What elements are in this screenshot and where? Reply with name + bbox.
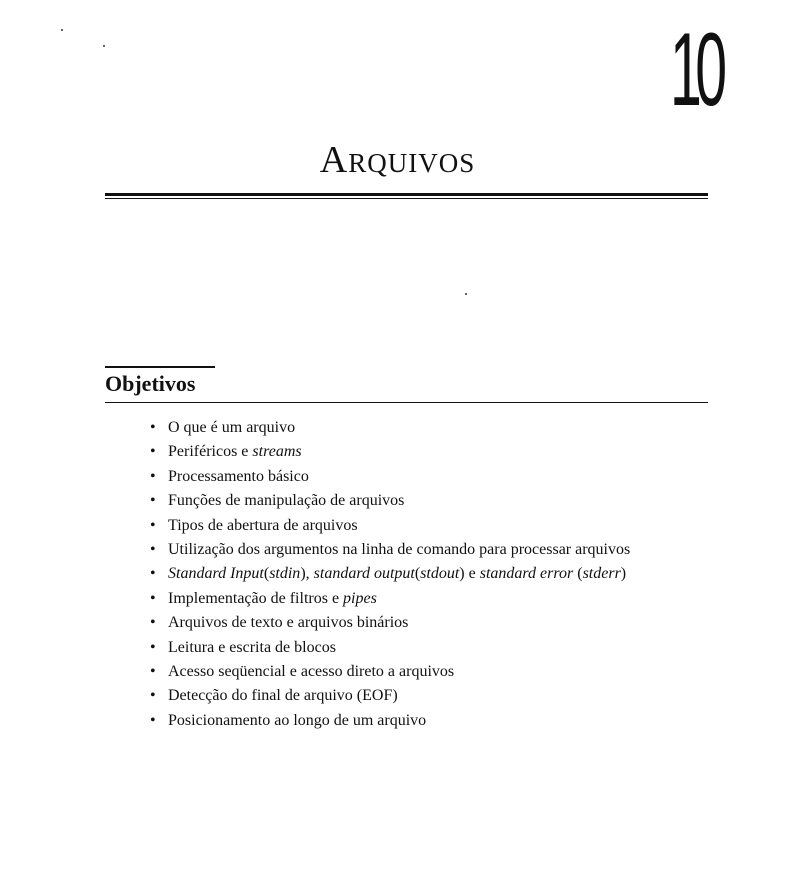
objective-text: streams xyxy=(252,443,302,461)
title-rule-thin xyxy=(105,198,708,199)
objective-item xyxy=(150,440,630,464)
bullet-icon: • xyxy=(150,662,156,680)
objective-text: Arquivos de texto e arquivos binários xyxy=(168,614,409,632)
objective-text: Acesso seqüencial e acesso direto a arquivos xyxy=(168,662,455,680)
objective-item xyxy=(150,684,630,708)
section-rule xyxy=(105,402,708,403)
objective-text: standard output xyxy=(313,565,415,583)
objective-text: stdout xyxy=(420,565,460,583)
objective-text: Standard Input xyxy=(168,565,264,583)
objective-text: Funções de manipulação de arquivos xyxy=(168,492,405,510)
title-rule xyxy=(105,193,708,196)
objective-text: ) xyxy=(620,565,627,583)
objective-item xyxy=(150,416,630,440)
objective-text: Processamento básico xyxy=(168,467,309,485)
objective-item xyxy=(150,660,630,684)
objective-text: Implementação de filtros e xyxy=(168,589,344,607)
objective-text: Tipos de abertura de arquivos xyxy=(168,516,358,534)
objective-item xyxy=(150,587,630,611)
section-heading: Objetivos xyxy=(105,371,196,396)
bullet-icon: • xyxy=(150,443,156,461)
objective-text: Leitura e escrita de blocos xyxy=(168,638,336,656)
chapter-number: 10 xyxy=(670,12,721,128)
bullet-icon: • xyxy=(150,419,156,436)
objective-item xyxy=(150,465,630,489)
objective-text: Posicionamento ao longo de um arquivo xyxy=(168,711,427,729)
bullet-icon: • xyxy=(150,687,156,705)
objective-item xyxy=(150,514,630,538)
objective-text: Utilização dos argumentos na linha de comando para processar arquivos xyxy=(168,540,631,558)
objective-text: ), xyxy=(300,565,314,583)
scan-speck xyxy=(465,293,467,295)
bullet-icon: • xyxy=(150,711,156,729)
objective-item xyxy=(150,709,630,733)
objective-item xyxy=(150,489,630,513)
objective-text: ( xyxy=(263,565,270,583)
bullet-icon: • xyxy=(150,614,156,632)
bullet-icon: • xyxy=(150,565,156,583)
bullet-icon: • xyxy=(150,492,156,510)
bullet-icon: • xyxy=(150,638,156,656)
objective-text: ( xyxy=(414,565,421,583)
objective-text: ( xyxy=(573,565,583,583)
bullet-icon: • xyxy=(150,516,156,534)
bullet-icon: • xyxy=(150,467,156,485)
scan-speck xyxy=(61,29,63,31)
bullet-icon: • xyxy=(150,589,156,607)
section-accent-rule xyxy=(105,366,215,368)
objective-item xyxy=(150,562,630,586)
objective-text: stdin xyxy=(269,565,301,583)
bullet-icon: • xyxy=(150,540,156,558)
objective-text: pipes xyxy=(343,589,377,607)
objective-text: Detecção do final de arquivo (EOF) xyxy=(168,687,398,705)
objective-item xyxy=(150,538,630,562)
objective-item xyxy=(150,636,630,660)
objective-item xyxy=(150,611,630,635)
chapter-title: Arquivos xyxy=(319,139,476,181)
objectives-list xyxy=(150,416,630,733)
objective-text: Periféricos e xyxy=(168,443,253,461)
objective-text: standard error xyxy=(479,565,574,583)
objective-text: O que é um arquivo xyxy=(168,419,296,436)
objective-text: ) e xyxy=(459,565,480,583)
objective-text: stderr xyxy=(582,565,621,583)
scan-speck xyxy=(103,45,105,47)
